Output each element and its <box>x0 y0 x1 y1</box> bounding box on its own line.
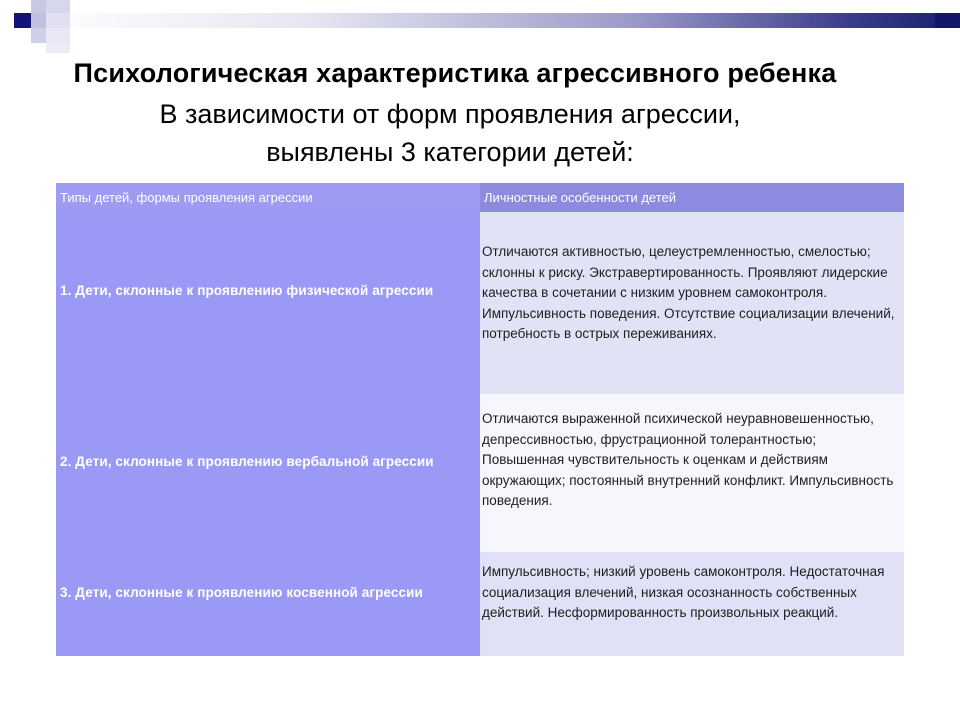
slide-subtitle-line-1: В зависимости от форм проявления агрессии, <box>159 99 741 129</box>
table-cell-traits-physical: Отличаются активностью, целеустремленностью, смелостью; склонны к риску. Экстравертированность. Проявляют лидерские качества в сочетании с низким уровнем самоконтроля. Импульсивность поведения. Отсутствие социализации влечений, потребность в острых переживаниях. <box>480 212 904 394</box>
table-cell-traits-indirect: Импульсивность; низкий уровень самоконтроля. Недостаточная социализация влечений, низкая осознанность собственных действий. Несформированность произвольных реакций. <box>480 552 904 656</box>
table-cell-type-physical: 1. Дети, склонные к проявлению физической агрессии <box>60 283 434 298</box>
header-bar-end <box>935 13 960 28</box>
table-cell-type-verbal: 2. Дети, склонные к проявлению вербальной агрессии <box>60 454 434 469</box>
slide-title: Психологическая характеристика агрессивного ребенка <box>73 58 837 88</box>
table-header-traits: Личностные особенности детей <box>480 183 904 212</box>
header-gradient-bar <box>31 13 960 28</box>
decorative-square <box>46 43 70 53</box>
categories-table <box>56 183 904 656</box>
table-header-types: Типы детей, формы проявления агрессии <box>56 183 480 212</box>
decorative-square-dark <box>14 13 31 28</box>
decorative-square <box>31 28 46 43</box>
table-cell-type-indirect: 3. Дети, склонные к проявлению косвенной агрессии <box>60 585 423 600</box>
decorative-square <box>46 28 70 43</box>
decorative-square <box>31 13 46 28</box>
decorative-square <box>46 13 70 28</box>
decorative-square <box>46 0 70 13</box>
slide-subtitle-line-2: выявлены 3 категории детей: <box>266 137 634 167</box>
table-cell-traits-verbal: Отличаются выраженной психической неуравновешенностью, депрессивностью, фрустрационной толерантностью; Повышенная чувствительность к оценкам и действиям окружающих; постоянный внутренний конфликт. Импульсивность поведения. <box>480 394 904 552</box>
decorative-header <box>0 0 960 60</box>
decorative-square <box>31 0 46 13</box>
